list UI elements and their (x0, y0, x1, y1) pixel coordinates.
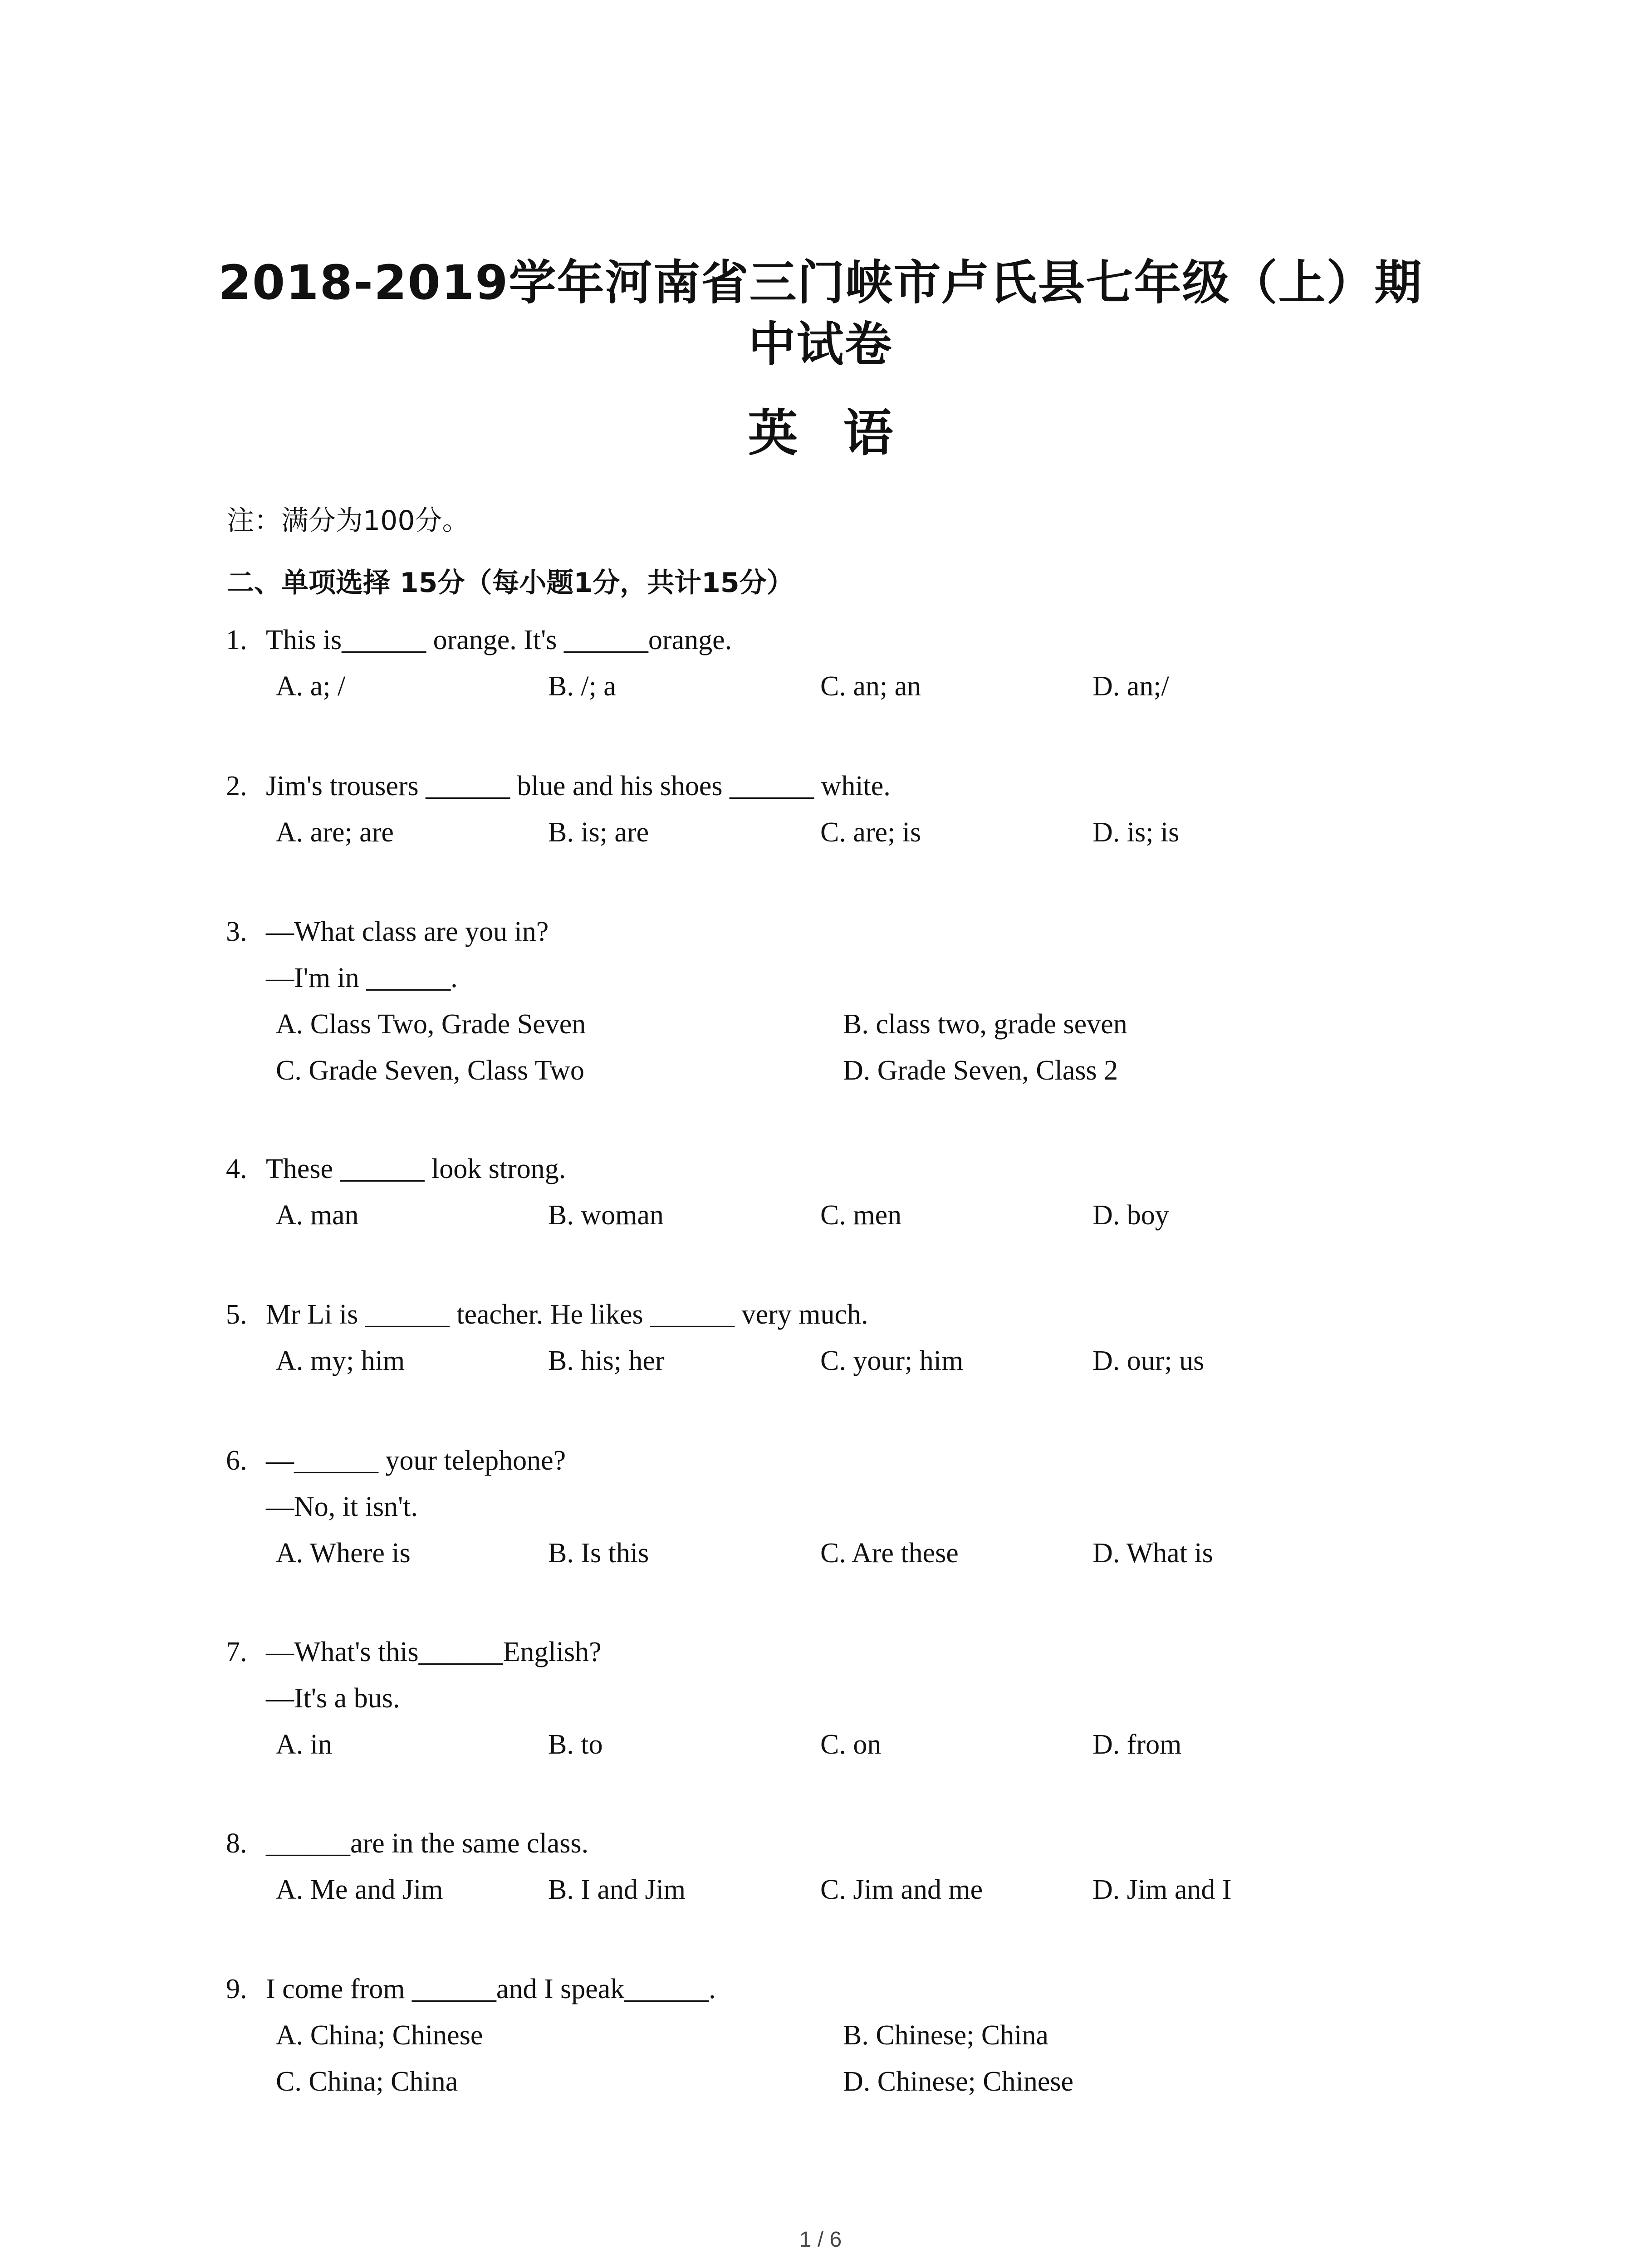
option-c: C. men (820, 1200, 902, 1231)
option-d: D. Jim and I (1092, 1874, 1232, 1905)
option-d: D. Grade Seven, Class 2 (843, 1055, 1118, 1086)
option-b: B. is; are (548, 817, 649, 848)
option-a: A. Class Two, Grade Seven (276, 1009, 586, 1040)
subject-heading: 英语 (748, 404, 939, 462)
page-number: 1 / 6 (799, 2228, 842, 2252)
question-stem: I come from ______and I speak______. (266, 1974, 716, 2004)
question-number: 2. (226, 771, 247, 802)
question-stem: ______are in the same class. (266, 1828, 589, 1859)
option-b: B. class two, grade seven (843, 1009, 1127, 1040)
option-d: D. is; is (1092, 817, 1180, 848)
option-a: A. Where is (276, 1538, 411, 1569)
option-b: B. Chinese; China (843, 2020, 1048, 2051)
option-a: A. China; Chinese (276, 2020, 483, 2051)
option-d: D. an;/ (1092, 671, 1169, 702)
score-note: 注：满分为100分。 (227, 505, 470, 537)
question-stem: These ______ look strong. (266, 1154, 566, 1184)
question-stem: Mr Li is ______ teacher. He likes ______ very much. (266, 1299, 868, 1330)
option-a: A. are; are (276, 817, 394, 848)
question-number: 9. (226, 1974, 247, 2004)
option-c: C. Jim and me (820, 1874, 983, 1905)
option-a: A. in (276, 1729, 332, 1760)
question-stem-line-2: —No, it isn't. (266, 1491, 418, 1522)
question-number: 6. (226, 1445, 247, 1476)
question-stem: This is______ orange. It's ______orange. (266, 625, 732, 655)
question-stem-line-2: —I'm in ______. (266, 963, 458, 993)
exam-title (0, 252, 1641, 375)
option-d: D. from (1092, 1729, 1182, 1760)
question-number: 1. (226, 625, 247, 655)
option-a: A. a; / (276, 671, 346, 702)
question-number: 8. (226, 1828, 247, 1859)
option-b: B. to (548, 1729, 603, 1760)
option-d: D. boy (1092, 1200, 1169, 1231)
option-d: D. What is (1092, 1538, 1213, 1569)
exam-title-line-2: 中试卷 (748, 317, 893, 372)
option-d: D. our; us (1092, 1345, 1205, 1376)
question-number: 5. (226, 1299, 247, 1330)
question-number: 7. (226, 1637, 247, 1667)
option-c: C. are; is (820, 817, 921, 848)
option-b: B. I and Jim (548, 1874, 686, 1905)
option-c: C. Grade Seven, Class Two (276, 1055, 584, 1086)
option-c: C. on (820, 1729, 882, 1760)
option-a: A. my; him (276, 1345, 405, 1376)
option-a: A. Me and Jim (276, 1874, 443, 1905)
question-stem-line-2: —It's a bus. (266, 1683, 400, 1714)
option-b: B. his; her (548, 1345, 665, 1376)
question-stem: —What class are you in? (266, 916, 549, 947)
question-stem: Jim's trousers ______ blue and his shoes ______ white. (266, 771, 891, 802)
option-b: B. Is this (548, 1538, 649, 1569)
option-b: B. /; a (548, 671, 616, 702)
option-c: C. your; him (820, 1345, 964, 1376)
option-c: C. an; an (820, 671, 921, 702)
question-number: 3. (226, 916, 247, 947)
option-c: C. China; China (276, 2066, 458, 2097)
option-a: A. man (276, 1200, 359, 1231)
option-c: C. Are these (820, 1538, 959, 1569)
section-title: 二、单项选择 15分（每小题1分，共计15分） (227, 567, 794, 599)
exam-title-line-1: 2018-2019学年河南省三门峡市卢氏县七年级（上）期 (218, 255, 1423, 310)
question-stem: —______ your telephone? (266, 1445, 566, 1476)
question-stem: —What's this______English? (266, 1637, 602, 1667)
question-number: 4. (226, 1154, 247, 1184)
option-b: B. woman (548, 1200, 664, 1231)
option-d: D. Chinese; Chinese (843, 2066, 1073, 2097)
